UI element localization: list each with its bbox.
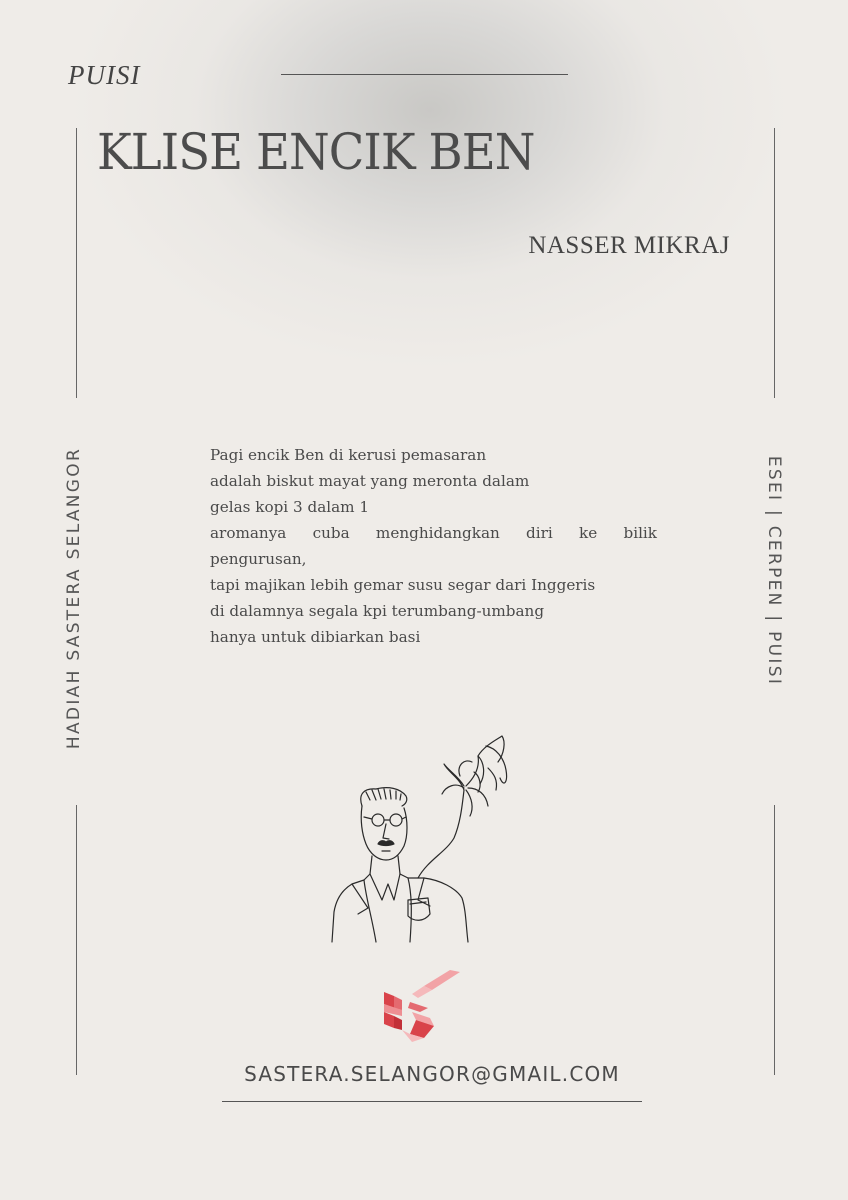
poem-title: KLISE ENCIK BEN	[97, 123, 535, 181]
poem-line: hanya untuk dibiarkan basi	[210, 628, 421, 646]
bottom-divider	[222, 1101, 642, 1102]
poem-body	[210, 442, 657, 650]
right-frame-line-bottom	[774, 805, 775, 1075]
man-with-flower-sketch-icon	[328, 728, 528, 950]
hs-logo-icon	[380, 968, 464, 1046]
category-label: PUISI	[68, 60, 141, 90]
poem-line: pengurusan,	[210, 550, 307, 568]
poem-line: gelas kopi 3 dalam 1	[210, 498, 370, 516]
right-frame-line-top	[774, 128, 775, 398]
contact-email: SASTERA.SELANGOR@GMAIL.COM	[244, 1062, 620, 1086]
top-divider	[281, 74, 568, 75]
poem-line: tapi majikan lebih gemar susu segar dari Inggeris	[210, 576, 596, 594]
sidebar-left-text: HADIAH SASTERA SELANGOR	[64, 446, 84, 750]
poem-line: Pagi encik Ben di kerusi pemasaran	[210, 446, 487, 464]
left-frame-line-top	[76, 128, 77, 398]
sidebar-right-text: ESEI | CERPEN | PUISI	[764, 455, 784, 687]
left-frame-line-bottom	[76, 805, 77, 1075]
poem-line: di dalamnya segala kpi terumbang-umbang	[210, 602, 545, 620]
poem-line: adalah biskut mayat yang meronta dalam	[210, 472, 530, 490]
author-name: NASSER MIKRAJ	[528, 232, 730, 259]
poem-line: aromanya cuba menghidangkan diri ke bilik	[210, 524, 657, 542]
